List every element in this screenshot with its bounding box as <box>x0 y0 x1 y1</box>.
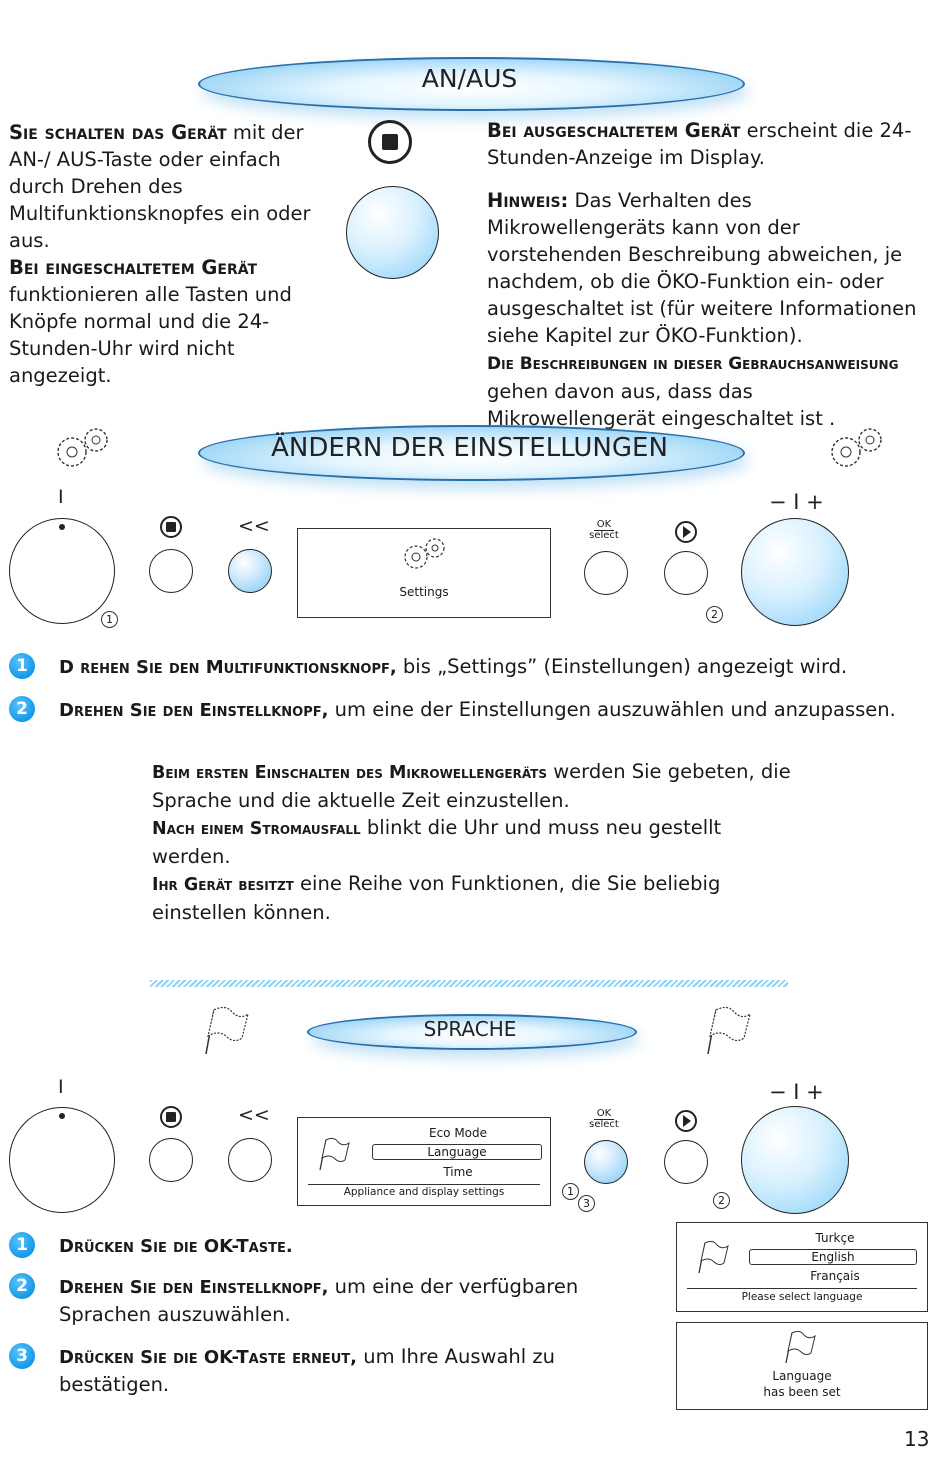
select-label-1: select <box>589 530 619 541</box>
onoff-button-1[interactable] <box>149 549 193 593</box>
plus-minus-2: − I + <box>769 1080 824 1104</box>
start-icon-1 <box>675 521 697 543</box>
start-icon-2 <box>675 1110 697 1132</box>
adjust-knob-2[interactable] <box>741 1106 849 1214</box>
gears-icon-right <box>820 424 900 474</box>
menu-item-time: Time <box>443 1165 473 1179</box>
onoff-right-text1: erscheint die 24-Stunden-Anzeige im Display. <box>487 119 912 169</box>
section-divider <box>150 980 788 987</box>
knob-mark-1: I <box>58 486 64 508</box>
stop-icon-2 <box>160 1106 182 1128</box>
lang-step-3-text: um Ihre Auswahl zu bestätigen. <box>59 1345 555 1396</box>
step-bullet-2: 2 <box>9 696 35 722</box>
back-button-1[interactable] <box>228 549 272 593</box>
lang-step-1 <box>59 1232 619 1260</box>
onoff-left-lead1: Sie schalten das Gerät <box>9 121 227 144</box>
start-button-1[interactable] <box>664 551 708 595</box>
ok-label-2: OK <box>594 1109 614 1120</box>
language-set-display <box>676 1322 928 1410</box>
onoff-right-text <box>487 117 927 432</box>
settings-gears-icon <box>396 535 454 573</box>
back-symbol-2: << <box>238 1104 270 1126</box>
lang-step-2 <box>59 1273 619 1328</box>
lang-option-turkce: Turkçe <box>815 1231 855 1245</box>
lang-option-francais: Français <box>810 1269 860 1283</box>
multifunction-knob-2[interactable] <box>9 1107 115 1213</box>
info-text3: eine Reihe von Funktionen, die Sie beliebig einstellen können. <box>152 872 721 924</box>
callout-2a: 2 <box>706 606 723 623</box>
onoff-left-text1: mit der AN-/ AUS-Taste oder einfach durch Drehen des Multifunktionsknopfes ein oder aus. <box>9 121 311 252</box>
onoff-right-text2: Das Verhalten des Mikrowellengeräts kann von der vorstehenden Beschreibung abweichen, je nachdem, ob die ÖKO-Funktion ein- oder ausgeschaltet ist (für weitere Informationen siehe Kapitel zur ÖKO-Funktion). <box>487 189 917 347</box>
select-label-2: select <box>589 1119 619 1130</box>
callout-1a: 1 <box>101 611 118 628</box>
gears-icon-left <box>46 424 126 474</box>
start-button-2[interactable] <box>664 1140 708 1184</box>
menu-item-eco: Eco Mode <box>428 1126 488 1140</box>
settings-step-1 <box>59 653 939 681</box>
language-set-flag-icon <box>781 1329 821 1365</box>
lang-bullet-3: 3 <box>9 1343 35 1369</box>
onoff-left-lead2: Bei eingeschaltetem Gerät <box>9 256 258 279</box>
menu-display <box>297 1117 551 1206</box>
adjust-knob-1[interactable] <box>741 518 849 626</box>
lang-bullet-2: 2 <box>9 1273 35 1299</box>
menu-footer: Appliance and display settings <box>343 1186 505 1198</box>
lang-step-2-text: um eine der verfügbaren Sprachen auszuwählen. <box>59 1275 579 1326</box>
onoff-right-lead2: Hinweis: <box>487 189 569 212</box>
multifunction-knob-1[interactable] <box>9 518 115 624</box>
info-text2: blinkt die Uhr und muss neu gestellt werden. <box>152 816 722 868</box>
onoff-title: AN/AUS <box>421 64 518 93</box>
info-text <box>152 758 792 926</box>
callout-3: 3 <box>578 1195 595 1212</box>
onoff-left-text2: funktionieren alle Tasten und Knöpfe normal und die 24-Stunden-Uhr wird nicht angezeigt. <box>9 283 292 387</box>
lang-select-footer: Please select language <box>741 1291 863 1303</box>
onoff-right-lead1: Bei ausgeschaltetem Gerät <box>487 119 741 142</box>
language-select-display <box>676 1222 928 1312</box>
language-flag-icon <box>695 1239 733 1275</box>
settings-step-2 <box>59 696 939 724</box>
multifunction-knob-icon <box>346 186 439 279</box>
back-button-2[interactable] <box>228 1138 272 1182</box>
settings-title: ÄNDERN DER EINSTELLUNGEN <box>271 433 668 463</box>
callout-1b: 1 <box>562 1183 579 1200</box>
menu-item-language[interactable]: Language <box>372 1144 542 1160</box>
lang-step-1-lead: Drücken Sie die OK-Taste. <box>59 1236 293 1257</box>
ok-button-2[interactable] <box>584 1140 628 1184</box>
settings-step-2-lead: Drehen Sie den Einstellknopf, <box>59 700 329 721</box>
onoff-right-lead3: Die Beschreibungen in dieser Gebrauchsanweisung <box>487 354 899 374</box>
lang-step-3 <box>59 1343 619 1398</box>
plus-minus-1: − I + <box>769 490 824 514</box>
info-text1: werden Sie gebeten, die Sprache und die aktuelle Zeit einzustellen. <box>152 760 791 812</box>
flag-icon-right <box>700 1004 760 1056</box>
language-set-line1: Language <box>772 1369 832 1383</box>
ok-label-1: OK <box>594 520 614 531</box>
lang-option-english[interactable]: English <box>749 1249 917 1265</box>
settings-display <box>297 528 551 618</box>
info-lead2: Nach einem Stromausfall <box>152 819 361 839</box>
info-lead1: Beim ersten Einschalten des Mikrowellengeräts <box>152 763 548 783</box>
menu-flag-icon <box>316 1136 354 1172</box>
ok-select-icon-2 <box>584 1109 624 1130</box>
lang-step-2-lead: Drehen Sie den Einstellknopf, <box>59 1277 329 1298</box>
settings-step-2-text: um eine der Einstellungen auszuwählen und anzupassen. <box>328 698 896 721</box>
knob-mark-2: I <box>58 1076 64 1098</box>
onoff-left-text <box>9 119 339 389</box>
language-set-line2: has been set <box>763 1385 841 1399</box>
callout-2b: 2 <box>713 1192 730 1209</box>
stop-icon-1 <box>160 516 182 538</box>
ok-select-icon-1 <box>584 520 624 541</box>
page-number: 13 <box>904 1427 930 1451</box>
lang-bullet-1: 1 <box>9 1232 35 1258</box>
settings-display-label: Settings <box>399 585 449 599</box>
language-title: SPRACHE <box>423 1017 517 1041</box>
settings-step-1-text: bis „Settings” (Einstellungen) angezeigt wird. <box>396 655 848 678</box>
onoff-right-text3: gehen davon aus, dass das Mikrowellengerät eingeschaltet ist . <box>487 380 836 430</box>
lang-step-3-lead: Drücken Sie die OK-Taste erneut, <box>59 1347 358 1368</box>
step-bullet-1: 1 <box>9 653 35 679</box>
back-symbol-1: << <box>238 515 270 537</box>
info-lead3: Ihr Gerät besitzt <box>152 875 294 895</box>
settings-step-1-lead: D rehen Sie den Multifunktionsknopf, <box>59 657 397 678</box>
onoff-button-2[interactable] <box>149 1138 193 1182</box>
flag-icon-left <box>198 1004 258 1056</box>
power-button-icon <box>368 120 412 164</box>
ok-button-1[interactable] <box>584 551 628 595</box>
